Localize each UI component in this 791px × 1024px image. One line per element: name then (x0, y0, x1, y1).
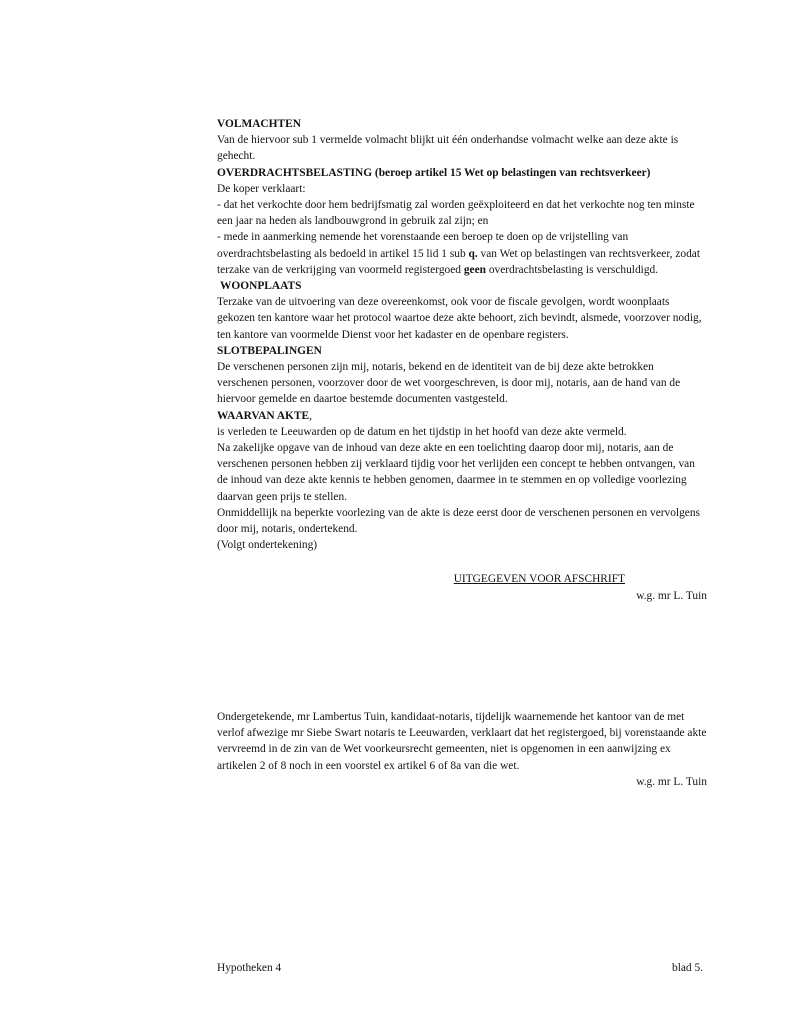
overdrachtsbelasting-intro: De koper verklaart: (217, 182, 306, 195)
item2-part-c: overdrachtsbelasting is verschuldigd. (485, 263, 659, 276)
afschrift-label: UITGEGEVEN VOOR AFSCHRIFT (453, 573, 625, 586)
waarvan-text-3: Onmiddellijk na beperkte voorlezing van de akte is deze eerst door de verschenen personen en vervolgens door mij, notaris, ondertekend. (217, 506, 700, 536)
slotbepalingen-heading: SLOTBEPALINGEN (217, 344, 322, 357)
afschrift-line (217, 571, 707, 587)
declaration-block (217, 709, 707, 790)
woonplaats-heading: WOONPLAATS (220, 280, 302, 293)
deed-body (217, 116, 707, 604)
waarvan-akte-line (217, 408, 707, 424)
footer-page-number: blad 5. (672, 962, 704, 974)
footer-left: Hypotheken 4 (217, 962, 282, 974)
volgt-ondertekening: (Volgt ondertekening) (217, 539, 318, 552)
item2-part-b: van Wet op belastingen van rechtsverkeer, zodat terzake van de verkrijging van voormeld registergoed (217, 247, 701, 276)
waarvan-comma: , (309, 409, 312, 422)
signature-1: w.g. mr L. Tuin (636, 589, 707, 602)
item2-part-a: - mede in aanmerking nemende het vorenstaande een beroep te doen op de vrijstelling van overdrachtsbelasting als bedoeld in artikel 15 lid 1 sub (217, 231, 629, 260)
waarvan-text-1: is verleden te Leeuwarden op de datum en het tijdstip in het hoofd van deze akte vermeld. (217, 425, 627, 438)
item2-geen: geen (463, 263, 486, 276)
slotbepalingen-text: De verschenen personen zijn mij, notaris, bekend en de identiteit van de bij deze akte betrokken verschenen personen, voorzover door de wet voorgeschreven, is door mij, notaris, aan de hand van de hiervoor gemelde en daartoe bestemde documenten vastgesteld. (217, 361, 681, 406)
volmachten-text: Van de hiervoor sub 1 vermelde volmacht blijkt uit één onderhandse volmacht welke aan deze akte is gehecht. (217, 134, 679, 163)
overdrachtsbelasting-heading: OVERDRACHTSBELASTING (beroep artikel 15 Wet op belastingen van rechtsverkeer) (217, 166, 651, 179)
woonplaats-text: Terzake van de uitvoering van deze overeenkomst, ook voor de fiscale gevolgen, wordt woonplaats gekozen ten kantore waar het protocol waartoe deze akte behoort, zich bevindt, alsmede, voorzover nodig, ten kantore van voormelde Dienst voor het kadaster en de openbare registers. (217, 296, 702, 341)
volmachten-heading: VOLMACHTEN (217, 118, 301, 130)
waarvan-akte-heading: WAARVAN AKTE (217, 409, 310, 422)
overdrachtsbelasting-item-1: - dat het verkochte door hem bedrijfsmatig zal worden geëxploiteerd en dat het verkochte nog ten minste een jaar na heden als landbouwgrond in gebruik zal zijn; en (217, 199, 695, 228)
signature-2: w.g. mr L. Tuin (636, 775, 707, 788)
overdrachtsbelasting-item-2 (217, 229, 707, 278)
declaration-text: Ondergetekende, mr Lambertus Tuin, kandidaat-notaris, tijdelijk waarnemende het kantoor van de met verlof afwezige mr Siebe Swart notaris te Leeuwarden, verklaart dat het registergoed, bij vorenstaande akte vervreemd in de zin van de Wet voorkeursrecht gemeenten, niet is opgenomen in een aanwijzing ex artikelen 2 of 8 noch in een voorstel ex artikel 6 of 8a van die wet. (217, 711, 707, 772)
item2-sub-q: q. (468, 247, 478, 260)
waarvan-text-2: Na zakelijke opgave van de inhoud van deze akte en een toelichting daarop door mij, notaris, aan de verschenen personen hebben zij verklaard tijdig voor het verlijden een concept te hebben ontvangen, van de inhoud van deze akte kennis te hebben genomen, daarmee in te stemmen en op volledige voorlezing daarvan geen prijs te stellen. (217, 442, 695, 503)
